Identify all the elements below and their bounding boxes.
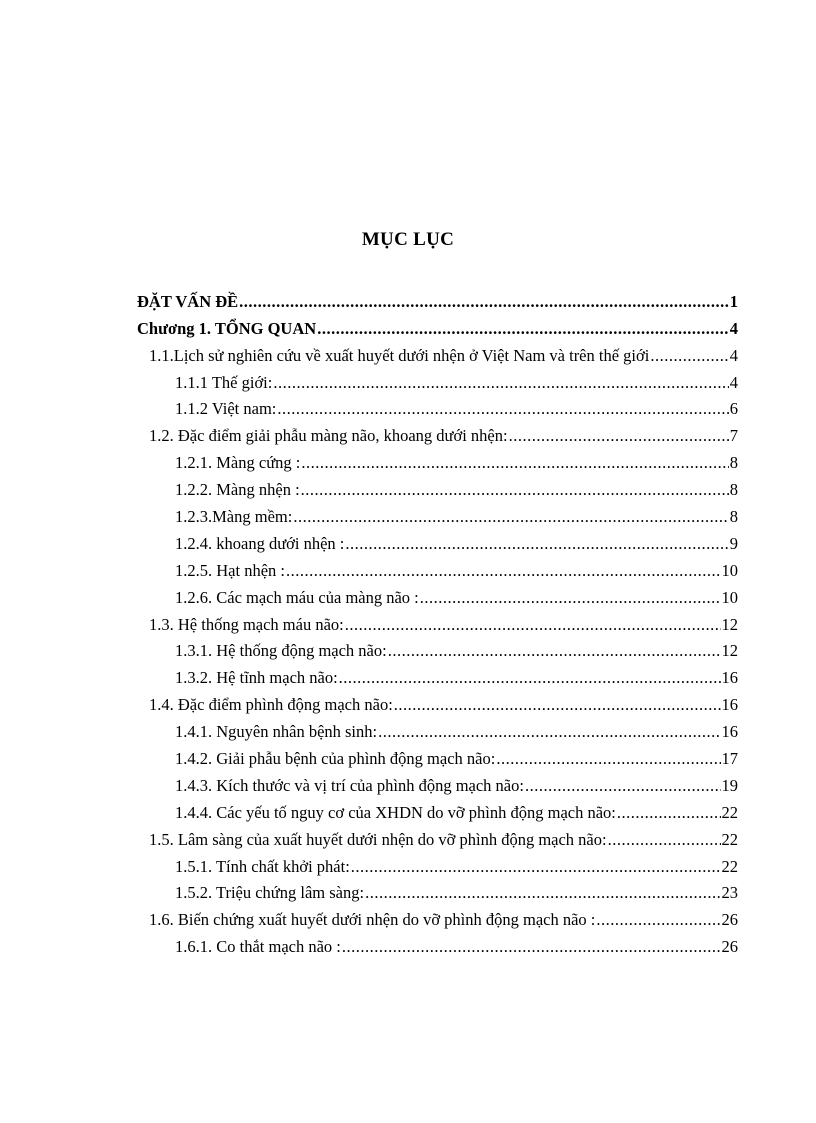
toc-entry-text: 1.5.1. Tính chất khởi phát: [175,856,350,876]
toc-leader-dots [650,346,728,366]
toc-entry-text: 1.3. Hệ thống mạch máu não: [149,614,344,634]
toc-page-number: 19 [721,775,738,795]
toc-entry-text: 1.2.6. Các mạch máu của màng não : [175,587,419,607]
toc-entry [137,393,738,420]
toc-page-number: 6 [729,399,738,419]
toc-entry [137,366,738,393]
toc-leader-dots [339,668,721,688]
toc-leader-dots [388,641,721,661]
toc-page-number: 22 [721,856,738,876]
toc-leader-dots [345,615,721,635]
toc-entry-text: 1.4. Đặc điểm phình động mạch não: [149,695,393,715]
toc-leader-dots [342,937,721,957]
toc-entry-text: 1.1.Lịch sử nghiên cứu về xuất huyết dưới nhện ở Việt Nam và trên thế giới [149,345,650,365]
toc-leader-dots [345,534,728,554]
toc-page-number: 22 [721,802,738,822]
toc-entry-text: 1.2.5. Hạt nhện : [175,560,285,580]
toc-entry [137,903,738,930]
toc-entry [137,715,738,742]
toc-entry [137,742,738,769]
table-of-contents [137,285,738,957]
toc-entry-text: 1.2. Đặc điểm giải phẫu màng não, khoang dưới nhện: [149,426,508,446]
toc-entry [137,877,738,904]
toc-entry-text: 1.4.4. Các yếu tố nguy cơ của XHDN do vỡ phình động mạch não: [175,802,616,822]
toc-leader-dots [496,749,720,769]
toc-entry-text: 1.2.1. Màng cứng : [175,453,301,473]
toc-entry-text: 1.6. Biến chứng xuất huyết dưới nhện do vỡ phình động mạch não : [149,910,596,930]
toc-entry [137,635,738,662]
toc-entry [137,850,738,877]
toc-page-number: 9 [729,533,738,553]
toc-page-number: 16 [721,722,738,742]
toc-page-number: 26 [721,937,738,957]
toc-page-number: 16 [721,695,738,715]
toc-entry [137,554,738,581]
toc-entry [137,608,738,635]
toc-entry-text: Chương 1. TỔNG QUAN [137,318,317,338]
toc-leader-dots [301,453,728,473]
toc-page-number: 12 [721,641,738,661]
toc-entry-text: 1.4.2. Giải phẫu bệnh của phình động mạch não: [175,749,496,769]
toc-page-number: 10 [721,560,738,580]
toc-page-number: 22 [721,829,738,849]
toc-entry [137,581,738,608]
toc-entry [137,285,738,312]
toc-page-number: 12 [721,614,738,634]
toc-leader-dots [509,426,729,446]
toc-entry-text: 1.5.2. Triệu chứng lâm sàng: [175,883,365,903]
toc-entry-text: 1.6.1. Co thắt mạch não : [175,937,341,957]
toc-page-number: 23 [721,883,738,903]
toc-entry [137,769,738,796]
toc-entry-text: 1.5. Lâm sàng của xuất huyết dưới nhện do vỡ phình động mạch não: [149,829,607,849]
toc-entry [137,473,738,500]
toc-entry [137,527,738,554]
toc-leader-dots [608,830,721,850]
toc-page-number: 4 [729,318,738,338]
toc-entry-text: 1.1.2 Việt nam: [175,399,277,419]
toc-page-number: 8 [729,480,738,500]
toc-leader-dots [239,292,729,312]
toc-leader-dots [301,480,729,500]
toc-entry [137,688,738,715]
toc-page-number: 10 [721,587,738,607]
toc-page-number: 26 [721,910,738,930]
toc-leader-dots [420,588,721,608]
toc-entry-text: 1.1.1 Thế giới: [175,372,273,392]
toc-leader-dots [596,910,720,930]
toc-entry [137,312,738,339]
toc-entry-text: 1.3.2. Hệ tĩnh mạch não: [175,668,338,688]
toc-leader-dots [394,695,721,715]
toc-leader-dots [378,722,720,742]
page-title: MỤC LỤC [361,229,455,250]
toc-entry-text: ĐẶT VẤN ĐỀ [137,291,239,311]
toc-entry-text: 1.2.3.Màng mềm: [175,507,293,527]
toc-entry-text: 1.2.2. Màng nhện : [175,480,300,500]
toc-leader-dots [293,507,728,527]
toc-page-number: 7 [729,426,738,446]
toc-entry-text: 1.4.3. Kích thước và vị trí của phình động mạch não: [175,775,524,795]
toc-leader-dots [317,319,729,339]
toc-leader-dots [286,561,721,581]
toc-entry-text: 1.3.1. Hệ thống động mạch não: [175,641,387,661]
toc-leader-dots [617,803,721,823]
toc-entry [137,930,738,957]
toc-entry [137,661,738,688]
toc-page-number: 1 [729,291,738,311]
toc-leader-dots [273,373,728,393]
toc-leader-dots [277,399,728,419]
toc-leader-dots [525,776,721,796]
toc-page-number: 8 [729,507,738,527]
toc-page-number: 16 [721,668,738,688]
toc-leader-dots [351,857,721,877]
toc-leader-dots [365,883,720,903]
toc-entry [137,500,738,527]
toc-page-number: 4 [729,372,738,392]
toc-entry [137,823,738,850]
toc-page-number: 17 [721,749,738,769]
toc-entry [137,446,738,473]
toc-entry-text: 1.2.4. khoang dưới nhện : [175,533,345,553]
toc-entry [137,419,738,446]
toc-entry-text: 1.4.1. Nguyên nhân bệnh sinh: [175,722,378,742]
toc-entry [137,796,738,823]
toc-page-number: 4 [729,345,738,365]
toc-page-number: 8 [729,453,738,473]
toc-entry [137,339,738,366]
